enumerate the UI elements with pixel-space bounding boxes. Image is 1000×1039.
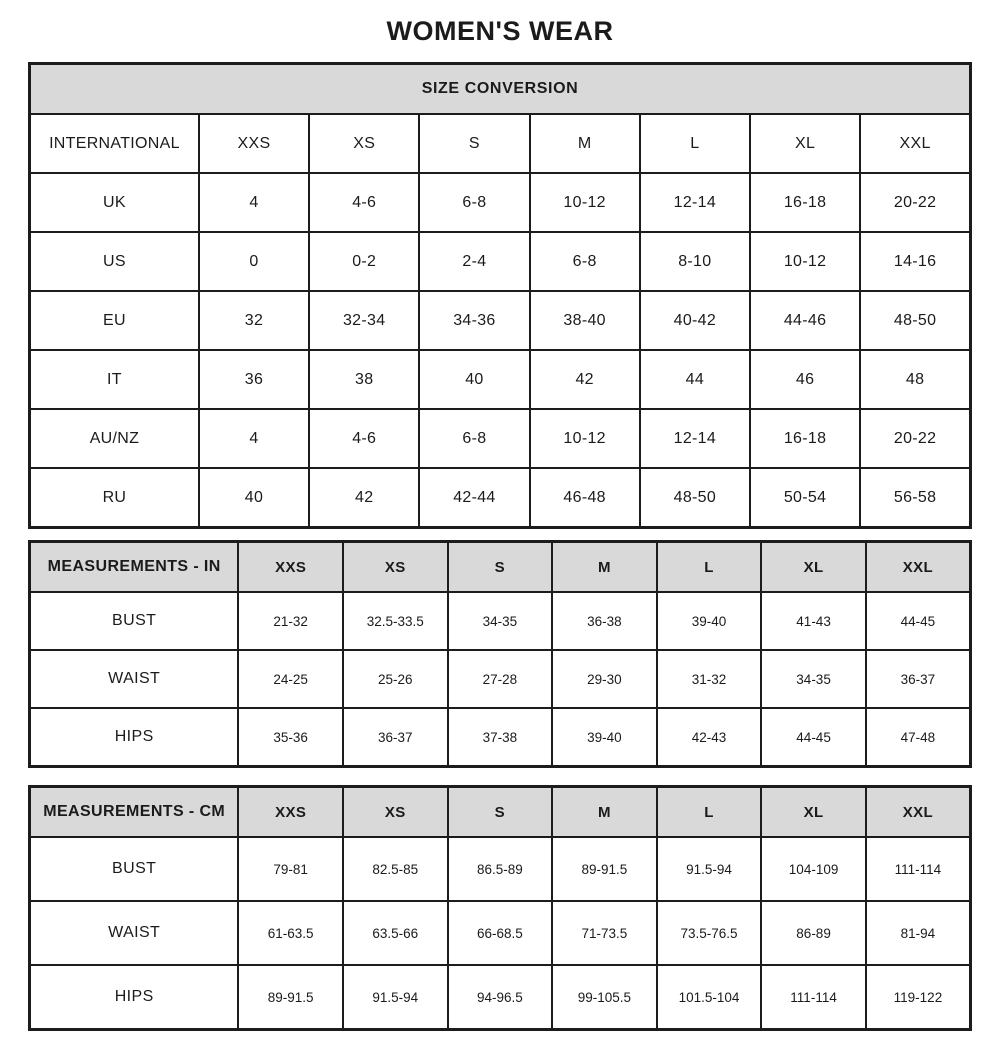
size-value-cell: M — [530, 114, 640, 173]
size-value-cell: 21-32 — [238, 592, 343, 650]
size-value-cell: 12-14 — [640, 173, 750, 232]
table-row — [30, 291, 971, 350]
size-value-cell: XXL — [860, 114, 970, 173]
size-header-cell: M — [552, 787, 657, 838]
size-value-cell: S — [419, 114, 529, 173]
size-header-cell: L — [657, 542, 762, 593]
size-value-cell: 91.5-94 — [657, 837, 762, 901]
size-value-cell: 79-81 — [238, 837, 343, 901]
size-value-cell: 46 — [750, 350, 860, 409]
size-value-cell: 24-25 — [238, 650, 343, 708]
table-row — [30, 708, 971, 767]
size-value-cell: 32.5-33.5 — [343, 592, 448, 650]
size-value-cell: 42-43 — [657, 708, 762, 767]
size-value-cell: 44-46 — [750, 291, 860, 350]
size-value-cell: 36-38 — [552, 592, 657, 650]
size-value-cell: XXS — [199, 114, 309, 173]
size-value-cell: 10-12 — [530, 409, 640, 468]
size-value-cell: 14-16 — [860, 232, 970, 291]
table-header-row — [30, 542, 971, 593]
row-label-cell: EU — [30, 291, 199, 350]
size-value-cell: 4 — [199, 173, 309, 232]
table-row — [30, 114, 971, 173]
size-header-cell: XS — [343, 542, 448, 593]
row-label-cell: INTERNATIONAL — [30, 114, 199, 173]
size-value-cell: 10-12 — [530, 173, 640, 232]
row-label-cell: WAIST — [30, 650, 239, 708]
size-value-cell: 31-32 — [657, 650, 762, 708]
size-value-cell: 81-94 — [866, 901, 971, 965]
size-value-cell: 16-18 — [750, 173, 860, 232]
size-value-cell: 6-8 — [419, 173, 529, 232]
table-row — [30, 837, 971, 901]
size-header-cell: XXS — [238, 787, 343, 838]
measurements-in-body — [30, 542, 971, 767]
size-value-cell: 82.5-85 — [343, 837, 448, 901]
row-label-cell: WAIST — [30, 901, 239, 965]
size-value-cell: XS — [309, 114, 419, 173]
size-header-cell: S — [448, 787, 553, 838]
row-label-cell: RU — [30, 468, 199, 528]
size-value-cell: 48 — [860, 350, 970, 409]
size-value-cell: 35-36 — [238, 708, 343, 767]
row-label-cell: HIPS — [30, 965, 239, 1030]
row-label-cell: AU/NZ — [30, 409, 199, 468]
measurements-header-cell: MEASUREMENTS - CM — [30, 787, 239, 838]
size-value-cell: 111-114 — [761, 965, 866, 1030]
table-row — [30, 592, 971, 650]
size-value-cell: 56-58 — [860, 468, 970, 528]
size-value-cell: 6-8 — [419, 409, 529, 468]
size-value-cell: 20-22 — [860, 409, 970, 468]
size-value-cell: 66-68.5 — [448, 901, 553, 965]
size-value-cell: 89-91.5 — [552, 837, 657, 901]
size-value-cell: 36-37 — [343, 708, 448, 767]
size-value-cell: 38 — [309, 350, 419, 409]
size-value-cell: 44-45 — [866, 592, 971, 650]
size-value-cell: 20-22 — [860, 173, 970, 232]
size-value-cell: 34-35 — [761, 650, 866, 708]
table-row — [30, 350, 971, 409]
size-value-cell: 4-6 — [309, 173, 419, 232]
size-value-cell: 25-26 — [343, 650, 448, 708]
table-row — [30, 232, 971, 291]
size-value-cell: 6-8 — [530, 232, 640, 291]
table-row — [30, 965, 971, 1030]
size-value-cell: 32-34 — [309, 291, 419, 350]
size-value-cell: 38-40 — [530, 291, 640, 350]
size-value-cell: 34-35 — [448, 592, 553, 650]
size-value-cell: 36-37 — [866, 650, 971, 708]
measurements-header-cell: MEASUREMENTS - IN — [30, 542, 239, 593]
size-value-cell: 0 — [199, 232, 309, 291]
size-value-cell: 47-48 — [866, 708, 971, 767]
size-header-cell: XXS — [238, 542, 343, 593]
size-value-cell: 99-105.5 — [552, 965, 657, 1030]
size-value-cell: 4 — [199, 409, 309, 468]
table-header-row — [30, 787, 971, 838]
table-row — [30, 650, 971, 708]
size-value-cell: 86-89 — [761, 901, 866, 965]
size-value-cell: 40-42 — [640, 291, 750, 350]
size-value-cell: 48-50 — [860, 291, 970, 350]
size-value-cell: 89-91.5 — [238, 965, 343, 1030]
size-header-cell: M — [552, 542, 657, 593]
size-value-cell: 94-96.5 — [448, 965, 553, 1030]
size-value-cell: 32 — [199, 291, 309, 350]
size-value-cell: L — [640, 114, 750, 173]
size-value-cell: 42 — [309, 468, 419, 528]
size-value-cell: 41-43 — [761, 592, 866, 650]
size-value-cell: 39-40 — [552, 708, 657, 767]
size-value-cell: 44 — [640, 350, 750, 409]
size-value-cell: 10-12 — [750, 232, 860, 291]
size-value-cell: 39-40 — [657, 592, 762, 650]
size-value-cell: 101.5-104 — [657, 965, 762, 1030]
size-value-cell: 61-63.5 — [238, 901, 343, 965]
size-value-cell: 4-6 — [309, 409, 419, 468]
size-value-cell: 2-4 — [419, 232, 529, 291]
size-value-cell: 44-45 — [761, 708, 866, 767]
size-header-cell: L — [657, 787, 762, 838]
measurements-cm-body — [30, 787, 971, 1030]
table-title-row — [30, 64, 971, 115]
page-title: WOMEN'S WEAR — [386, 16, 614, 46]
size-value-cell: 37-38 — [448, 708, 553, 767]
measurements-cm-table — [28, 785, 972, 1031]
size-value-cell: 119-122 — [866, 965, 971, 1030]
size-value-cell: 29-30 — [552, 650, 657, 708]
size-value-cell: 111-114 — [866, 837, 971, 901]
size-value-cell: 40 — [199, 468, 309, 528]
table-row — [30, 409, 971, 468]
row-label-cell: UK — [30, 173, 199, 232]
size-value-cell: 42-44 — [419, 468, 529, 528]
size-value-cell: 86.5-89 — [448, 837, 553, 901]
row-label-cell: BUST — [30, 837, 239, 901]
size-value-cell: XL — [750, 114, 860, 173]
size-value-cell: 8-10 — [640, 232, 750, 291]
size-value-cell: 12-14 — [640, 409, 750, 468]
size-value-cell: 27-28 — [448, 650, 553, 708]
row-label-cell: HIPS — [30, 708, 239, 767]
size-value-cell: 36 — [199, 350, 309, 409]
measurements-in-table — [28, 540, 972, 768]
table-row — [30, 173, 971, 232]
size-value-cell: 34-36 — [419, 291, 529, 350]
size-value-cell: 42 — [530, 350, 640, 409]
size-value-cell: 48-50 — [640, 468, 750, 528]
size-value-cell: 104-109 — [761, 837, 866, 901]
size-header-cell: XXL — [866, 542, 971, 593]
size-value-cell: 63.5-66 — [343, 901, 448, 965]
size-header-cell: XL — [761, 542, 866, 593]
size-value-cell: 46-48 — [530, 468, 640, 528]
size-value-cell: 71-73.5 — [552, 901, 657, 965]
size-value-cell: 16-18 — [750, 409, 860, 468]
size-header-cell: XL — [761, 787, 866, 838]
size-value-cell: 91.5-94 — [343, 965, 448, 1030]
table-row — [30, 468, 971, 528]
size-conversion-body — [30, 64, 971, 528]
size-header-cell: XXL — [866, 787, 971, 838]
size-conversion-table — [28, 62, 972, 529]
row-label-cell: BUST — [30, 592, 239, 650]
size-value-cell: 73.5-76.5 — [657, 901, 762, 965]
table-title: SIZE CONVERSION — [30, 64, 971, 115]
size-value-cell: 40 — [419, 350, 529, 409]
table-row — [30, 901, 971, 965]
row-label-cell: US — [30, 232, 199, 291]
size-header-cell: S — [448, 542, 553, 593]
size-header-cell: XS — [343, 787, 448, 838]
row-label-cell: IT — [30, 350, 199, 409]
size-value-cell: 50-54 — [750, 468, 860, 528]
size-value-cell: 0-2 — [309, 232, 419, 291]
